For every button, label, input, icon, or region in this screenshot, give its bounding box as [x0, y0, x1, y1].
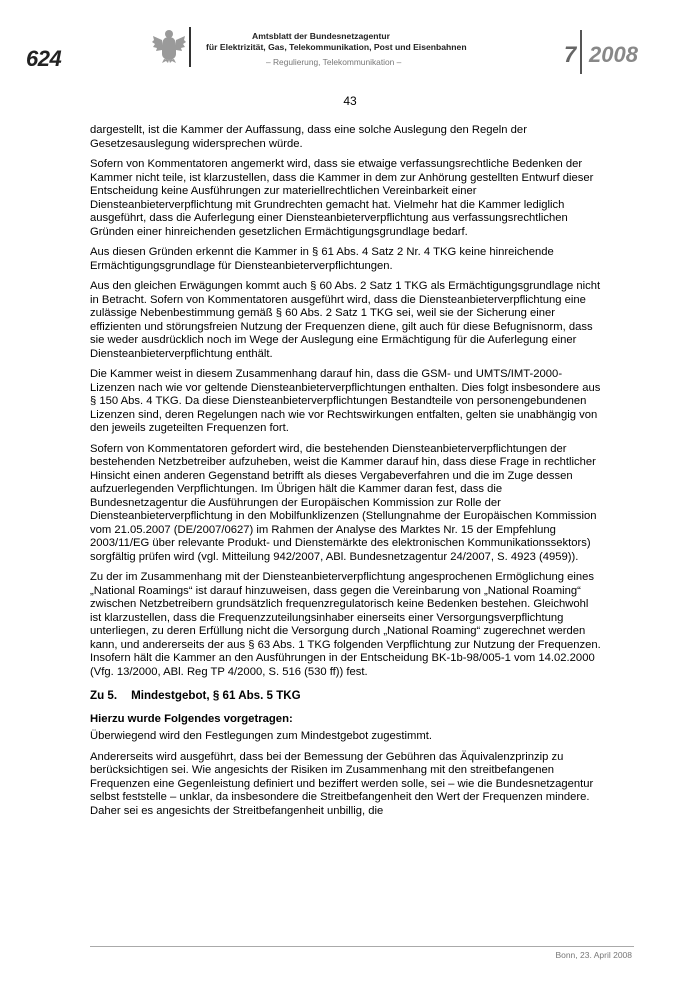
- issue-number: 7: [564, 42, 577, 67]
- paragraph: dargestellt, ist die Kammer der Auffassung, dass eine solche Auslegung den Regeln der Gesetzesauslegung widersprechen würde.: [90, 124, 527, 150]
- paragraph: Sofern von Kommentatoren gefordert wird, die bestehenden Diensteanbieterverpflichtungen der bestehenden Netzbetreiber aufzuheben, weist die Kammer darauf hin, dass diese Frage in rechtlicher Hinsicht einen anderen Gegenstand betrifft als dieses Vergabeverfahren und die im Zuge dessen aufzuerlegenden Verpflichtungen. Im Übrigen hält die Kammer daran fest, dass die Bundesnetzagentur die Ausführungen der Europäischen Kommission zur Rolle der Diensteanbieterverpflichtung in den Mobilfunklizenzen (Stellungnahme der Europäischen Kommission vom 21.05.2007 (DE/2007/0627) im Rahmen der Analyse des Marktes Nr. 15 der Empfehlung 2003/11/EG über relevante Produkt- und Dienstemärkte des elektronischen Kommunikationssektors) sorgfältig prüfen wird (vgl. Mitteilung 942/2007, ABl. Bundesnetzagentur 24/2007, S. 4923 (4959)).: [90, 442, 597, 563]
- issue-year: 2008: [589, 42, 638, 67]
- journal-title: [206, 31, 467, 53]
- section-heading-number: Zu 5.: [90, 689, 118, 702]
- journal-subtitle: – Regulierung, Telekommunikation –: [266, 57, 402, 67]
- journal-title-line1: Amtsblatt der Bundesnetzagentur: [252, 31, 390, 41]
- footer-divider: [90, 946, 634, 947]
- page-number: 624: [26, 46, 62, 71]
- paragraph: Aus den gleichen Erwägungen kommt auch § 60 Abs. 2 Satz 1 TKG als Ermächtigungsgrundlage nicht in Betracht. Sofern von Kommentatoren ausgeführt wird, dass die Diensteanbieterverpflichtung eine zulässige Nebenbestimmung gemäß § 60 Abs. 2 Satz 1 TKG sei, weil sie der Sicherung einer effizienten und störungsfreien Nutzung der Frequenzen diene, gilt auch für diese Befugnisnorm, dass sie weder ausdrücklich noch im Wege der Auslegung eine Ermächtigung für die Auferlegung einer Diensteanbieterverpflichtung enthält.: [90, 280, 601, 360]
- section-heading: [90, 689, 602, 703]
- document-body: [90, 124, 602, 825]
- section-number: 43: [343, 94, 357, 108]
- paragraph: Aus diesen Gründen erkennt die Kammer in § 61 Abs. 4 Satz 2 Nr. 4 TKG keine hinreichende Ermächtigungsgrundlage für Diensteanbieterverpflichtungen.: [90, 246, 554, 272]
- section-heading-title: Mindestgebot, § 61 Abs. 5 TKG: [131, 689, 301, 702]
- paragraph: Überwiegend wird den Festlegungen zum Mindestgebot zugestimmt.: [90, 730, 433, 742]
- issue-divider: [580, 30, 582, 74]
- header-divider: [189, 27, 191, 67]
- journal-title-line2: für Elektrizität, Gas, Telekommunikation, Post und Eisenbahnen: [206, 42, 467, 52]
- paragraph: Zu der im Zusammenhang mit der Diensteanbieterverpflichtung angesprochenen Ermöglichung eines „National Roamings“ ist darauf hinzuweisen, dass gegen die Vereinbarung von „National Roaming“ zwischen Netzbetreibern grundsätzlich frequenzregulatorisch keine Bedenken bestehen. Gleichwohl ist klarzustellen, dass die Frequenzzuteilungsinhaber einerseits einer Versorgungsverpflichtung unterliegen, zu deren Erfüllung nicht die Versorgung durch „National Roaming“ zugerechnet werden kann, und andererseits der aus § 63 Abs. 1 TKG folgenden Verpflichtung zur Nutzung der Frequenzen. Insofern hält die Kammer an den Ausführungen in der Entscheidung BK-1b-98/005-1 vom 14.02.2000 (Vfg. 13/2000, ABl. Reg TP 4/2000, S. 516 (530 ff)) fest.: [90, 571, 601, 678]
- paragraph: Sofern von Kommentatoren angemerkt wird, dass sie etwaige verfassungsrechtliche Bedenken der Kammer nicht teile, ist klarzustellen, dass die Kammer in dem zur Anhörung gestellten Entwurf dieser Entscheidung keine Ausführungen zur materiellrechtlichen Vereinbarkeit einer Diensteanbieterverpflichtung mit Grundrechten gemacht hat. Vielmehr hat die Kammer lediglich ausgeführt, dass die Auferlegung einer Diensteanbieterverpflichtung aus verfassungsrechtlichen Gründen einer hinreichenden gesetzlichen Ermächtigungsgrundlage bedarf.: [90, 158, 594, 238]
- subheading: Hierzu wurde Folgendes vorgetragen:: [90, 712, 293, 725]
- footer-place-date: Bonn, 23. April 2008: [555, 950, 632, 960]
- paragraph: Die Kammer weist in diesem Zusammenhang darauf hin, dass die GSM- und UMTS/IMT-2000-Lizenzen nach wie vor geltende Diensteanbieterverpflichtungen enthalten. Dies folgt insbesondere aus § 150 Abs. 4 TKG. Da diese Diensteanbieterverpflichtungen Bestandteile von personengebundenen Lizenzen sind, deren Regelungen nach wie vor Rechtswirkungen entfalten, gelten sie unabhängig von den jeweils zugeteilten Frequenzen fort.: [90, 368, 601, 434]
- paragraph: Andererseits wird ausgeführt, dass bei der Bemessung der Gebühren das Äquivalenzprinzip zu berücksichtigen sei. Wie angesichts der Risiken im Zusammenhang mit den streitbefangenen Frequenzen eine Gegenleistung definiert und beziffert werden solle, sei – wie die Bundesnetzagentur selbst feststelle – unklar, da insbesondere die Streitbefangenheit den Wert der Frequenzen mindere. Daher sei es angesichts der Streitbefangenheit unbillig, die: [90, 750, 594, 817]
- federal-eagle-icon: [152, 28, 186, 64]
